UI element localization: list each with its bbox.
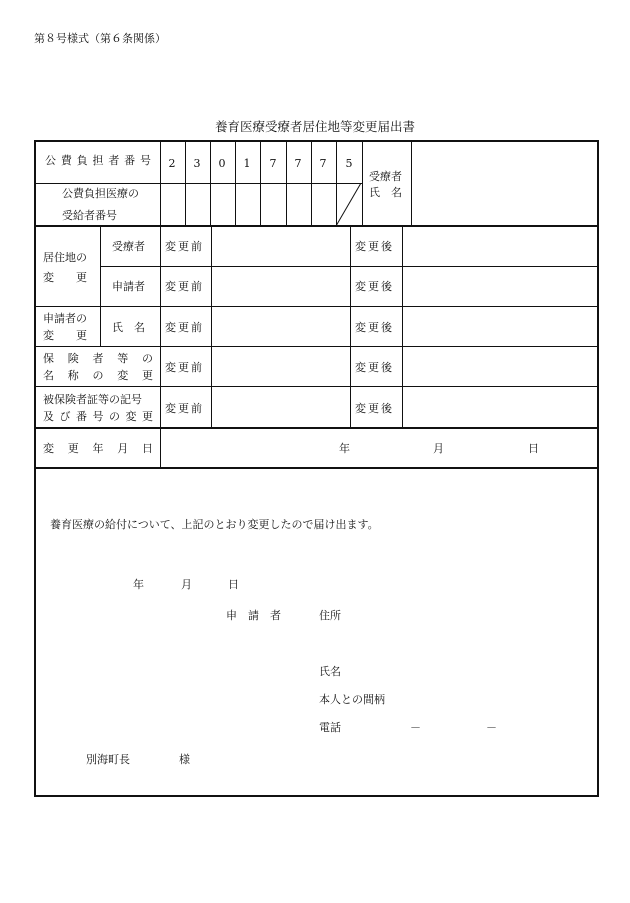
grid-line xyxy=(100,226,101,346)
section-divider xyxy=(36,467,597,469)
address-label: 住所 xyxy=(319,609,341,622)
grid-line xyxy=(36,386,597,387)
section-divider xyxy=(36,225,597,227)
public-payer-label: 公 費 負 担 者 番 号 xyxy=(45,154,151,167)
residence-patient-label: 受療者 xyxy=(112,240,145,253)
before-label: 変更前 xyxy=(165,240,204,253)
relation-label: 本人との間柄 xyxy=(319,693,385,706)
change-date-label: 変 更 年 月 日 xyxy=(43,442,153,455)
form-frame xyxy=(34,140,599,797)
patient-name-label: 氏 名 xyxy=(369,186,402,199)
grid-line xyxy=(211,226,212,427)
residence-change-label: 居住地の xyxy=(43,251,87,264)
after-label: 変更後 xyxy=(355,240,394,253)
grid-line xyxy=(235,142,236,226)
grid-line xyxy=(36,346,597,347)
grid-line xyxy=(311,142,312,226)
payer-digit: 3 xyxy=(193,157,201,170)
grid-line xyxy=(260,142,261,226)
change-date-year: 年 xyxy=(339,442,350,455)
grid-line xyxy=(210,142,211,226)
insured-id-change-label: 及 び 番 号 の 変 更 xyxy=(43,410,153,423)
applicant-change-label: 変 更 xyxy=(43,329,87,342)
payer-digit: 7 xyxy=(269,157,277,170)
before-label: 変更前 xyxy=(165,361,204,374)
addressee-label: 別海町長 xyxy=(86,753,130,766)
insurer-change-label: 保 険 者 等 の xyxy=(43,352,153,365)
grid-line xyxy=(411,142,412,226)
applicant-change-label: 申請者の xyxy=(43,312,87,325)
change-date-day: 日 xyxy=(528,442,539,455)
after-label: 変更後 xyxy=(355,361,394,374)
declaration-day: 日 xyxy=(228,578,239,591)
grid-line xyxy=(185,142,186,226)
grid-line xyxy=(350,226,351,427)
recipient-number-label: 公費負担医療の xyxy=(62,187,139,200)
residence-change-label: 変 更 xyxy=(43,271,87,284)
payer-digit: 1 xyxy=(243,157,251,170)
applicant-name-label: 氏 名 xyxy=(112,321,145,334)
before-label: 変更前 xyxy=(165,321,204,334)
grid-line xyxy=(36,306,597,307)
insurer-change-label: 名 称 の 変 更 xyxy=(43,369,153,382)
form-number: 第８号様式（第６条関係） xyxy=(34,32,166,45)
payer-digit: 2 xyxy=(168,157,176,170)
recipient-number-label: 受給者番号 xyxy=(62,209,117,222)
after-label: 変更後 xyxy=(355,321,394,334)
payer-digit: 7 xyxy=(319,157,327,170)
grid-line xyxy=(286,142,287,226)
payer-digit: 0 xyxy=(218,157,226,170)
honorific-label: 様 xyxy=(179,753,190,766)
phone-dash: － xyxy=(486,721,497,734)
phone-label: 電話 xyxy=(319,721,341,734)
section-divider xyxy=(36,427,597,429)
grid-line xyxy=(362,142,363,226)
diagonal-slash xyxy=(336,183,362,226)
before-label: 変更前 xyxy=(165,280,204,293)
declaration-month: 月 xyxy=(181,578,192,591)
residence-applicant-label: 申請者 xyxy=(112,280,145,293)
after-label: 変更後 xyxy=(355,280,394,293)
insured-id-change-label: 被保険者証等の記号 xyxy=(43,393,142,406)
grid-line xyxy=(36,183,362,184)
name-label: 氏名 xyxy=(319,665,341,678)
grid-line xyxy=(160,226,161,468)
document-title: 養育医療受療者居住地等変更届出書 xyxy=(214,119,415,134)
patient-name-label: 受療者 xyxy=(369,170,402,183)
grid-line xyxy=(402,226,403,427)
grid-line xyxy=(100,266,597,267)
declaration-statement: 養育医療の給付について、上記のとおり変更したので届け出ます。 xyxy=(50,518,379,531)
change-date-month: 月 xyxy=(433,442,444,455)
grid-line xyxy=(160,142,161,226)
applicant-label: 申 請 者 xyxy=(226,609,281,622)
after-label: 変更後 xyxy=(355,402,394,415)
before-label: 変更前 xyxy=(165,402,204,415)
phone-dash: － xyxy=(410,721,421,734)
declaration-year: 年 xyxy=(133,578,144,591)
payer-digit: 7 xyxy=(294,157,302,170)
payer-digit: 5 xyxy=(345,157,353,170)
